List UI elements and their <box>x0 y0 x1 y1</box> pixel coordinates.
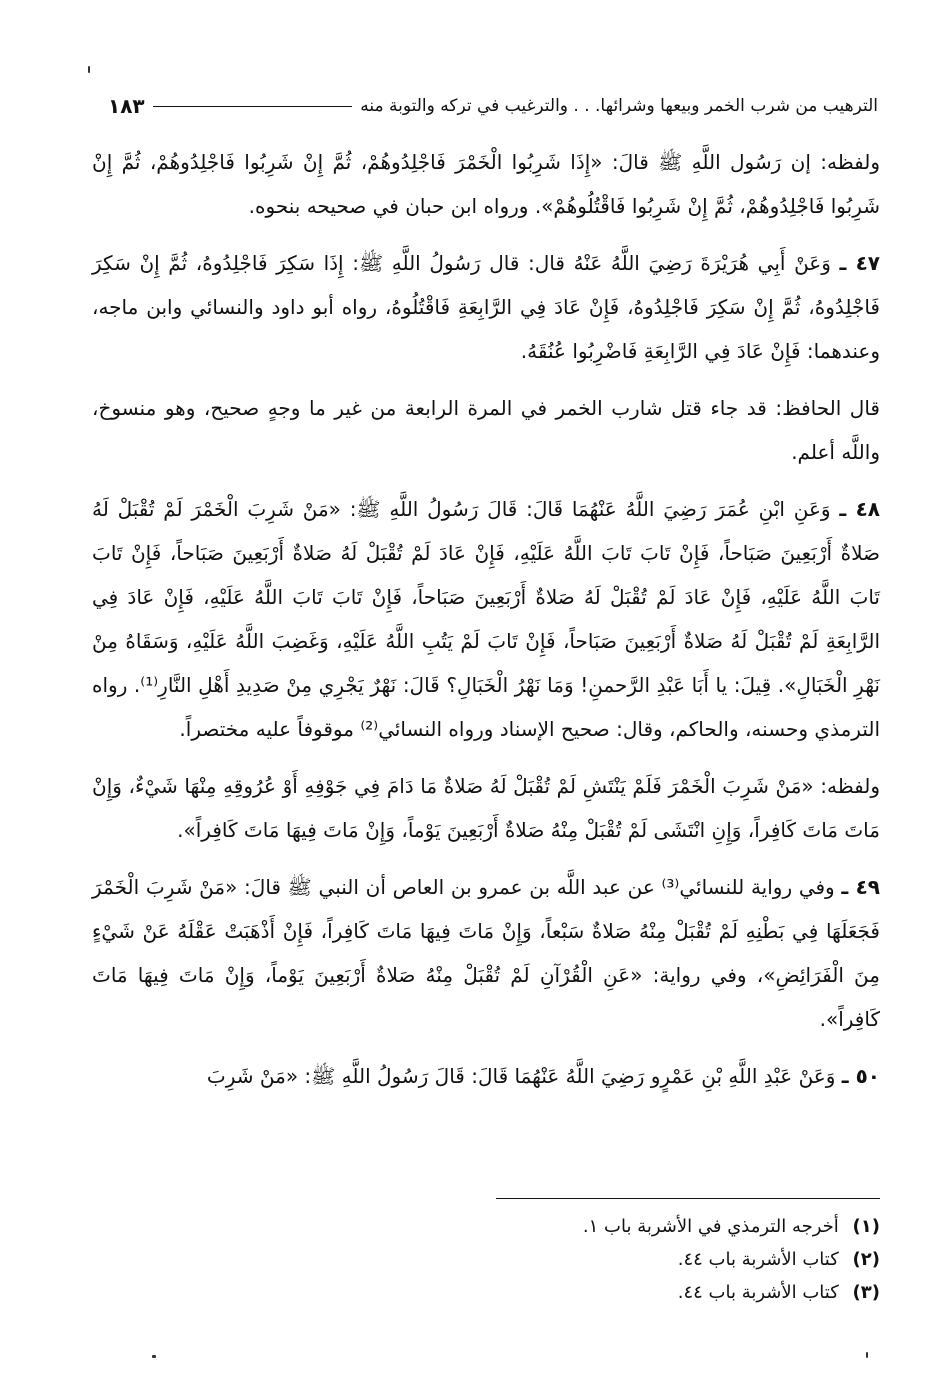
paragraph <box>92 140 880 228</box>
scan-speck <box>88 66 90 73</box>
footnote-number: (٣) <box>852 1282 880 1303</box>
paragraph <box>92 764 880 852</box>
footnote-text: كتاب الأشربة باب ٤٤. <box>677 1282 839 1303</box>
header-title: الترهيب من شرب الخمر وبيعها وشرائها. . . والترغيب في تركه والتوبة منه <box>360 96 878 116</box>
paragraph-text: وَعَنْ عَبْدِ اللَّهِ بْنِ عَمْرٍو رَضِيَ اللَّهُ عَنْهُمَا قَالَ: قَالَ رَسُولُ اللَّهِ ﷺ: «مَنْ شَرِبَ <box>206 1064 836 1088</box>
hadith-47 <box>92 241 880 373</box>
hadith-50 <box>92 1054 880 1098</box>
scan-speck <box>866 1352 868 1358</box>
paragraph-text: قال الحافظ: قد جاء قتل شارب الخمر في المرة الرابعة من غير ما وجهٍ صحيح، وهو منسوخ، واللَّه أعلم. <box>92 396 880 464</box>
hafiz-comment <box>92 386 880 474</box>
paragraph-text: وفي رواية للنسائي⁽³⁾ عن عبد اللَّه بن عمرو بن العاص أن النبي ﷺ قالَ: «مَنْ شَرِبَ الْخَمْرَ فَجَعَلَهَا فِي بَطْنِهِ لَمْ تُقْبَلْ مِنْهُ صَلاةٌ سَبْعاً، وَإِنْ مَاتَ فِيهَا مَاتَ كَافِراً، فَإِنْ أَذْهَبَتْ عَقْلَهُ عَنْ شَيْءٍ مِنَ الْفَرَائِضِ»، وفي رواية: «عَنِ الْقُرْآنِ لَمْ تُقْبَلْ مِنْهُ صَلاةٌ أَرْبَعِينَ يَوْماً، وَإِنْ مَاتَ فِيهَا مَاتَ كَافِراً». <box>92 875 880 1031</box>
running-header <box>108 88 878 124</box>
paragraph-text: ولفظه: إن رَسُول اللَّهِ ﷺ قالَ: «إِذَا شَرِبُوا الْخَمْرَ فَاجْلِدُوهُمْ، ثُمَّ إِنْ شَرِبُوا فَاجْلِدُوهُمْ، ثُمَّ إِنْ شَرِبُوا فَاجْلِدُوهُمْ، ثُمَّ إِنْ شَرِبُوا فَاقْتُلُوهُمْ». ورواه ابن حبان في صحيحه بنحوه. <box>92 150 880 218</box>
hadith-48 <box>92 487 880 751</box>
footnote-text: كتاب الأشربة باب ٤٤. <box>677 1249 839 1270</box>
footnote-text: أخرجه الترمذي في الأشربة باب ١. <box>582 1216 839 1237</box>
footnote-number: (١) <box>852 1216 880 1237</box>
paragraph-text: ولفظه: «مَنْ شَرِبَ الْخَمْرَ فَلَمْ يَنْتَشِ لَمْ تُقْبَلْ لَهُ صَلاةٌ مَا دَامَ فِي جَوْفِهِ أَوْ عُرُوقِهِ مِنْهَا شَيْءٌ، وَإِنْ مَاتَ مَاتَ كَافِراً، وَإِنِ انْتَشَى لَمْ تُقْبَلْ مِنْهُ صَلاةٌ أَرْبَعِينَ يَوْماً، وَإِنْ مَاتَ فِيهَا مَاتَ كَافِراً». <box>92 774 880 842</box>
footnote-item <box>400 1243 880 1276</box>
main-text <box>92 140 880 1111</box>
hadith-number: ٤٧ ـ <box>839 251 881 275</box>
footnote-item <box>400 1276 880 1309</box>
footnote-separator <box>496 1198 880 1199</box>
paragraph-text: وَعَنْ أَبِي هُرَيْرَةَ رَضِيَ اللَّهُ عَنْهُ قال: قال رَسُولُ اللَّهِ ﷺ: إِذَا سَكِرَ فَاجْلِدُوهُ، ثُمَّ إِنْ سَكِرَ فَاجْلِدُوهُ، ثُمَّ إِنْ سَكِرَ فَاجْلِدُوهُ، فَإِنْ عَادَ فِي الرَّابِعَةِ فَاقْتُلُوهُ، رواه أبو داود والنسائي وابن ماجه، وعندهما: فَإِنْ عَادَ فِي الرَّابِعَةِ فَاضْرِبُوا عُنُقَهُ. <box>92 251 880 363</box>
page-number: ١٨٣ <box>108 94 145 118</box>
footnote-number: (٢) <box>852 1249 880 1270</box>
footnotes <box>400 1210 880 1309</box>
hadith-number: ٤٩ ـ <box>841 875 880 899</box>
scan-speck <box>152 1355 156 1358</box>
hadith-49 <box>92 865 880 1041</box>
header-rule <box>153 106 353 107</box>
footnote-item <box>400 1210 880 1243</box>
hadith-number: ٥٠ ـ <box>841 1064 880 1088</box>
hadith-number: ٤٨ ـ <box>839 497 880 521</box>
paragraph-text: وَعَنِ ابْنِ عُمَرَ رَضِيَ اللَّهُ عَنْهُمَا قَالَ: قَالَ رَسُولُ اللَّهِ ﷺ: «مَنْ شَرِبَ الْخَمْرَ لَمْ تُقْبَلْ لَهُ صَلاةٌ أَرْبَعِينَ صَبَاحاً، فَإِنْ تَابَ تَابَ اللَّهُ عَلَيْهِ، فَإِنْ عَادَ لَمْ تُقْبَلْ لَهُ صَلاةٌ أَرْبَعِينَ صَبَاحاً، فَإِنْ تَابَ تَابَ اللَّهُ عَلَيْهِ، فَإِنْ عَادَ لَمْ تُقْبَلْ لَهُ صَلاةٌ أَرْبَعِينَ صَبَاحاً، فَإِنْ تَابَ تَابَ اللَّهُ عَلَيْهِ، فَإِنْ عَادَ فِي الرَّابِعَةِ لَمْ تُقْبَلْ لَهُ صَلاةٌ أَرْبَعِينَ صَبَاحاً، فَإِنْ تَابَ لَمْ يَتُبِ اللَّهُ عَلَيْهِ، وَغَضِبَ اللَّهُ عَلَيْهِ، وَسَقَاهُ مِنْ نَهْرِ الْخَبَالِ». قِيلَ: يا أَبَا عَبْدِ الرَّحمنِ! وَمَا نَهْرُ الْخَبَالِ؟ قَالَ: نَهْرٌ يَجْرِي مِنْ صَدِيدِ أَهْلِ النَّارِ⁽¹⁾. رواه الترمذي وحسنه، والحاكم، وقال: صحيح الإسناد ورواه النسائي⁽²⁾ موقوفاً عليه مختصراً. <box>92 497 880 741</box>
